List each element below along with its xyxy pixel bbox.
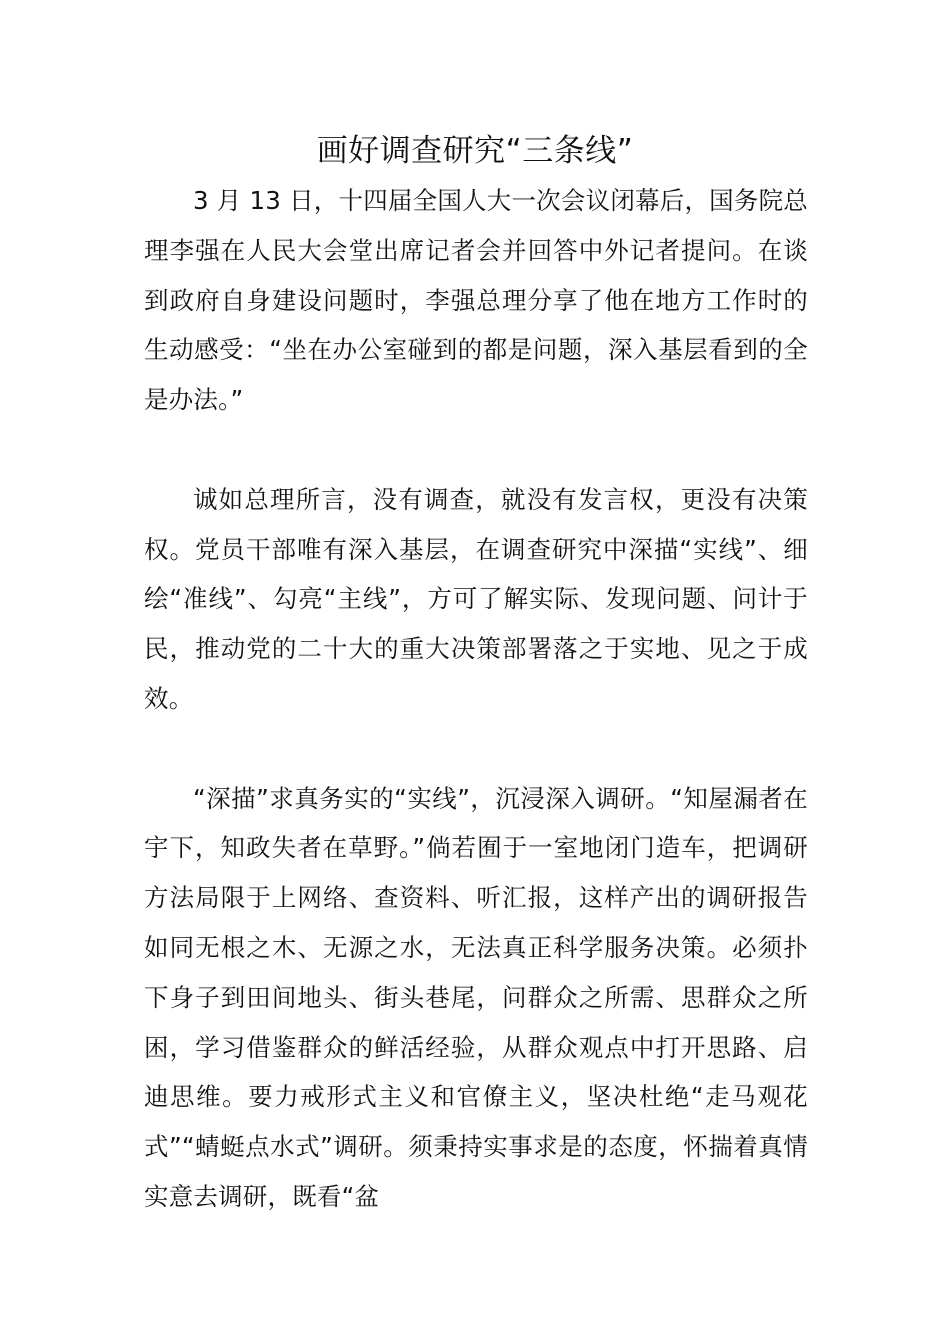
paragraph-1: 3 月 13 日，十四届全国人大一次会议闭幕后，国务院总理李强在人民大会堂出席记者会并回答中外记者提问。在谈到政府自身建设问题时，李强总理分享了他在地方工作时的生动感受：“坐在办公室碰到的都是问题，深入基层看到的全是办法。” (144, 186, 808, 415)
document-title: 画好调查研究“三条线” (316, 133, 634, 169)
document-body (144, 176, 808, 1222)
paragraph-2: 诚如总理所言，没有调查，就没有发言权，更没有决策权。党员干部唯有深入基层，在调查研究中深描“实线”、细绘“准线”、勾亮“主线”，方可了解实际、发现问题、问计于民，推动党的二十大的重大决策部署落之于实地、见之于成效。 (144, 484, 808, 713)
paragraph-3: “深描”求真务实的“实线”，沉浸深入调研。“知屋漏者在宇下，知政失者在草野。”倘若囿于一室地闭门造车，把调研方法局限于上网络、查资料、听汇报，这样产出的调研报告如同无根之木、无源之水，无法真正科学服务决策。必须扑下身子到田间地头、街头巷尾，问群众之所需、思群众之所困，学习借鉴群众的鲜活经验，从群众观点中打开思路、启迪思维。要力戒形式主义和官僚主义，坚决杜绝“走马观花式”“蜻蜓点水式”调研。须秉持实事求是的态度，怀揣着真情实意去调研，既看“盆 (144, 783, 808, 1211)
